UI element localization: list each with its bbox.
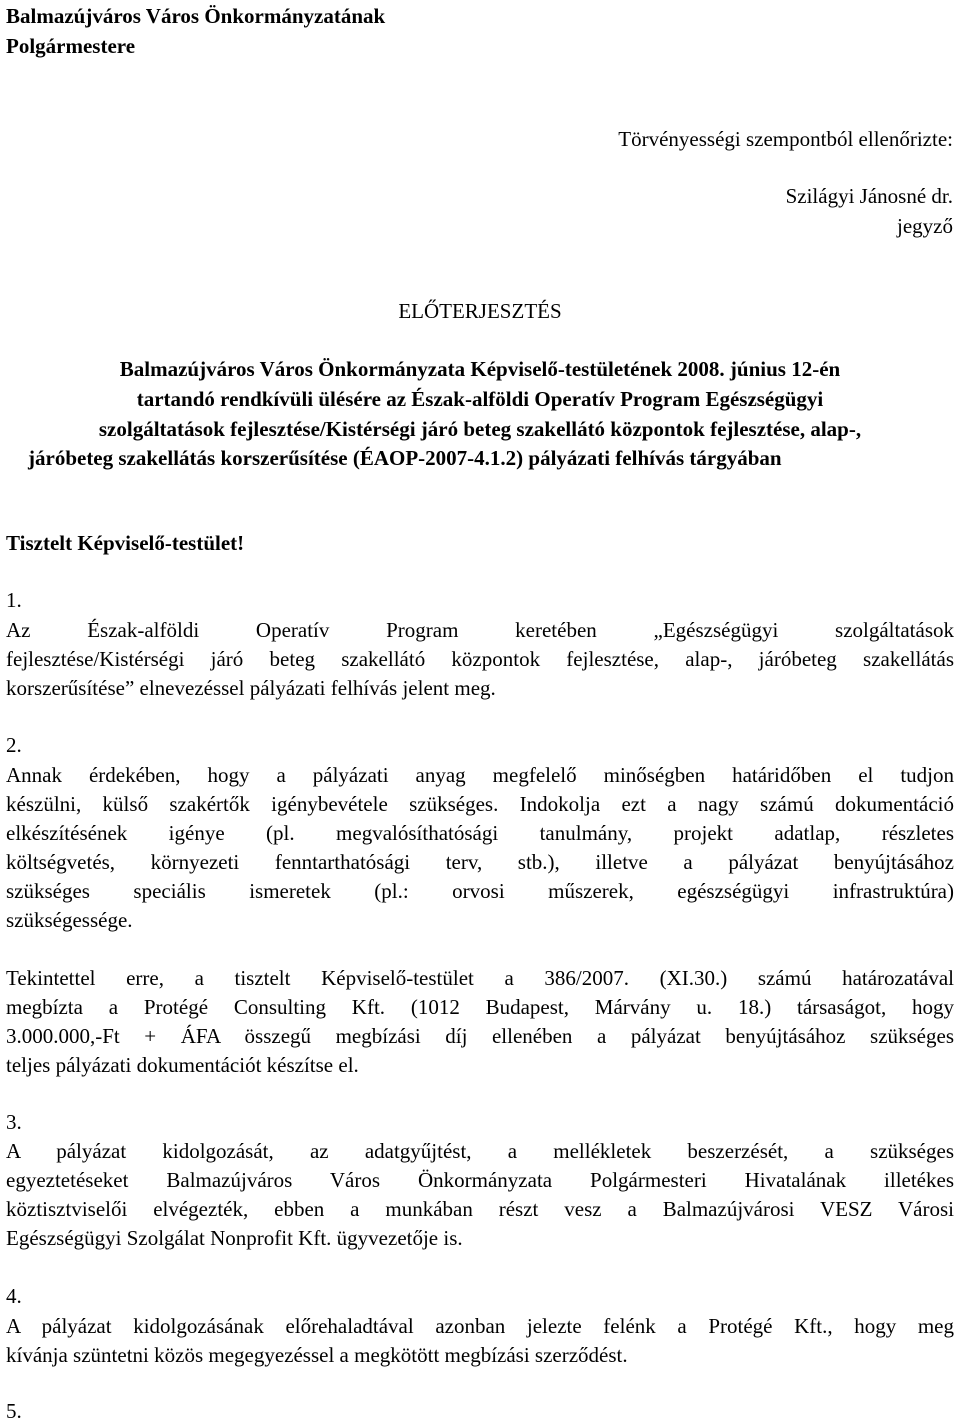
paragraph-line: Annak érdekében, hogy a pályázati anyag megfelelő minőségben határidőben el tudjon (6, 763, 954, 787)
paragraph-line: korszerűsítése” elnevezéssel pályázati felhívás jelent meg. (6, 676, 496, 700)
section-number: 4. (6, 1284, 22, 1308)
section-number: 5. (6, 1399, 22, 1423)
paragraph-line: egyeztetéseket Balmazújváros Város Önkormányzata Polgármesteri Hivatalának illetékes (6, 1168, 954, 1192)
subject-line-4: járóbeteg szakellátás korszerűsítése (ÉAOP-2007-4.1.2) pályázati felhívás tárgyában (28, 446, 782, 470)
paragraph-line: megbízta a Protégé Consulting Kft. (1012 Budapest, Márvány u. 18.) társaságot, hogy (6, 995, 954, 1019)
paragraph-line: köztisztviselői elvégezték, ebben a munkában részt vesz a Balmazújvárosi VESZ Városi (6, 1197, 954, 1221)
paragraph-line: Tekintettel erre, a tisztelt Képviselő-testület a 386/2007. (XI.30.) számú határozatával (6, 966, 954, 990)
section-number: 1. (6, 588, 22, 612)
paragraph-line: Az Észak-alföldi Operatív Program keretében „Egészségügyi szolgáltatások (6, 618, 954, 642)
paragraph-line: 3.000.000,-Ft + ÁFA összegű megbízási díj ellenében a pályázat benyújtásához szükséges (6, 1024, 954, 1048)
paragraph-line: fejlesztése/Kistérségi járó beteg szakellátó központok fejlesztése, alap-, járóbeteg szakellátás (6, 647, 954, 671)
paragraph-line: Egészségügyi Szolgálat Nonprofit Kft. ügyvezetője is. (6, 1226, 463, 1250)
salutation: Tisztelt Képviselő-testület! (6, 531, 245, 555)
paragraph-line: szükséges speciális ismeretek (pl.: orvosi műszerek, egészségügyi infrastruktúra) (6, 879, 954, 903)
notary-role: jegyző (897, 214, 953, 238)
paragraph-line: készülni, külső szakértők igénybevétele szükséges. Indokolja ezt a nagy számú dokumentáció (6, 792, 954, 816)
subject-line-2: tartandó rendkívüli ülésére az Észak-alföldi Operatív Program Egészségügyi (136, 387, 824, 411)
paragraph-line: A pályázat kidolgozásának előrehaladtával azonban jelezte felénk a Protégé Kft., hogy meg (6, 1314, 954, 1338)
paragraph-line: költségvetés, környezeti fenntarthatósági terv, stb.), illetve a pályázat benyújtásához (6, 850, 954, 874)
paragraph-line: teljes pályázati dokumentációt készítse el. (6, 1053, 359, 1077)
legal-check-label: Törvényességi szempontból ellenőrizte: (618, 127, 953, 151)
header-line-2: Polgármestere (6, 34, 136, 58)
section-number: 3. (6, 1110, 22, 1134)
subject-line-3: szolgáltatások fejlesztése/Kistérségi járó beteg szakellátó központok fejlesztése, alap-, (98, 417, 862, 441)
notary-name: Szilágyi Jánosné dr. (785, 184, 953, 208)
paragraph-line: A pályázat kidolgozását, az adatgyűjtést, a mellékletek beszerzését, a szükséges (6, 1139, 954, 1163)
header-line-1: Balmazújváros Város Önkormányzatának (6, 4, 386, 28)
document-title: ELŐTERJESZTÉS (398, 299, 562, 323)
paragraph-line: szükségessége. (6, 908, 133, 932)
paragraph-line: kívánja szüntetni közös megegyezéssel a megkötött megbízási szerződést. (6, 1343, 628, 1367)
section-number: 2. (6, 733, 22, 757)
subject-line-1: Balmazújváros Város Önkormányzata Képviselő-testületének 2008. június 12-én (119, 357, 841, 381)
paragraph-line: elkészítésének igénye (pl. megvalósíthatósági tanulmány, projekt adatlap, részletes (6, 821, 954, 845)
